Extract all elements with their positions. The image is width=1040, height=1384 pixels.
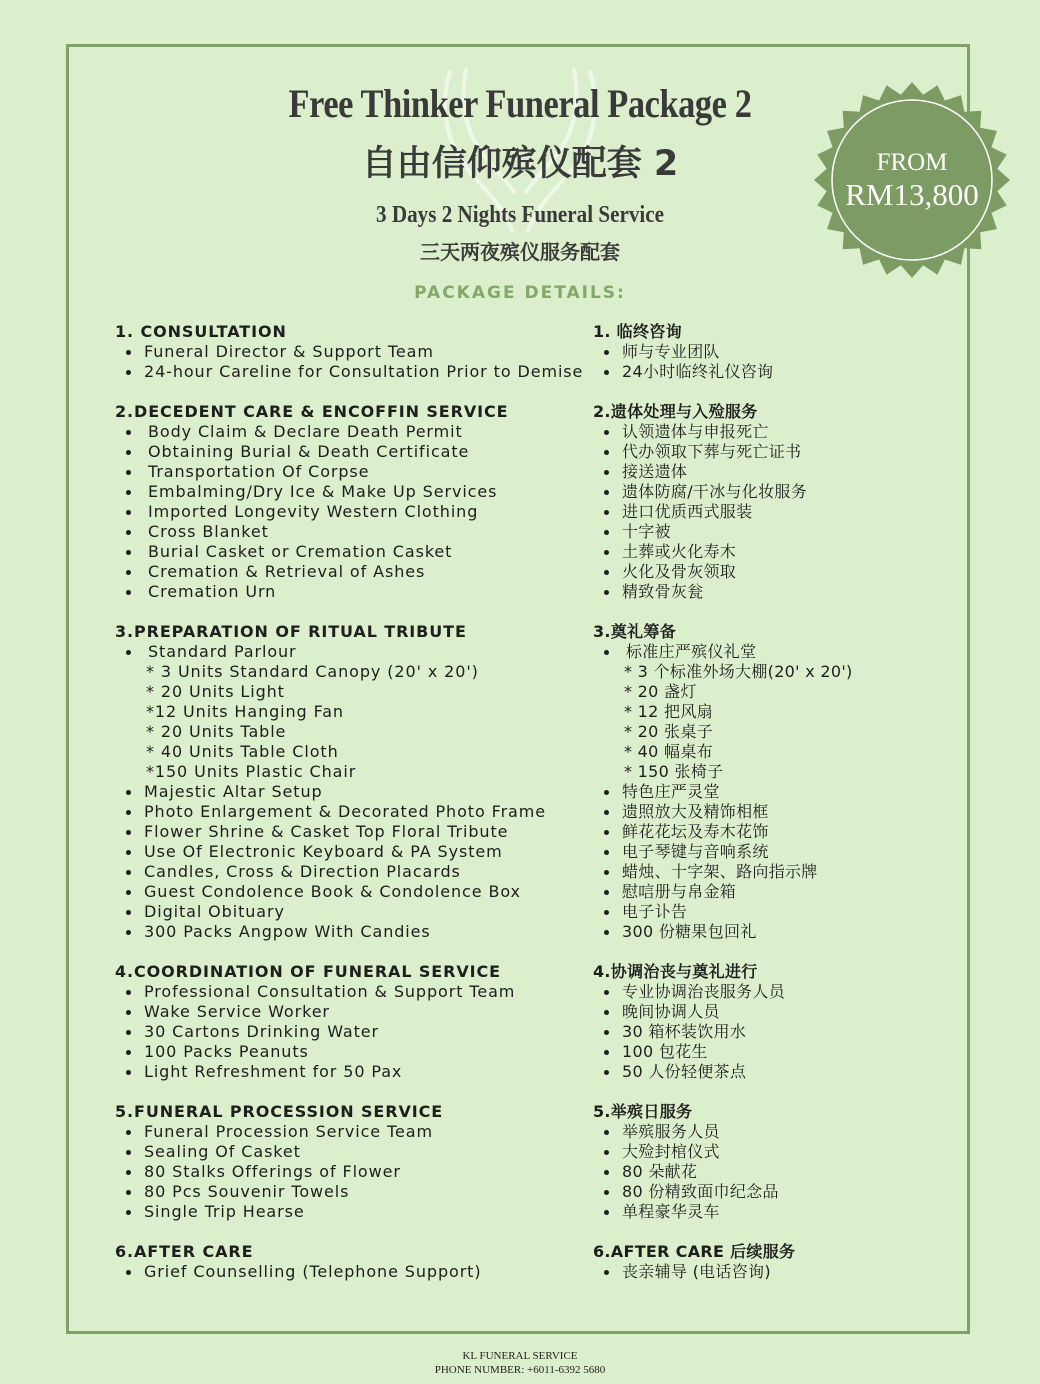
sub-list-item: * 20 张桌子 xyxy=(624,722,713,741)
badge-price: RM13,800 xyxy=(845,177,979,212)
section-consultation-en xyxy=(115,322,585,382)
list-item: 标准庄严殡仪礼堂 xyxy=(593,642,933,662)
section-procession-zh xyxy=(593,1102,933,1222)
list-item: 火化及骨灰领取 xyxy=(593,562,933,582)
list-item: 300 Packs Angpow With Candies xyxy=(115,922,585,942)
list-item: Light Refreshment for 50 Pax xyxy=(115,1062,585,1082)
footer-company: KL FUNERAL SERVICE xyxy=(462,1350,578,1362)
list-item: 300 份糖果包回礼 xyxy=(593,922,933,942)
footer xyxy=(0,1349,1040,1377)
section-title: 4.COORDINATION OF FUNERAL SERVICE xyxy=(115,962,501,981)
list-item: 慰唁册与帛金箱 xyxy=(593,882,933,902)
list-item: 师与专业团队 xyxy=(593,342,933,362)
list-item: 进口优质西式服装 xyxy=(593,502,933,522)
section-title: 3.PREPARATION OF RITUAL TRIBUTE xyxy=(115,622,467,641)
sub-list-item: * 20 盏灯 xyxy=(624,682,697,701)
list-item: Funeral Procession Service Team xyxy=(115,1122,585,1142)
list-item: Sealing Of Casket xyxy=(115,1142,585,1162)
price-badge xyxy=(812,80,1012,280)
list-item: Flower Shrine & Casket Top Floral Tribute xyxy=(115,822,585,842)
list-item: 十字被 xyxy=(593,522,933,542)
section-coordination-zh xyxy=(593,962,933,1082)
section-procession-en xyxy=(115,1102,585,1222)
section-title: 6.AFTER CARE xyxy=(115,1242,254,1261)
list-item: 电子琴键与音响系统 xyxy=(593,842,933,862)
list-item: Candles, Cross & Direction Placards xyxy=(115,862,585,882)
section-title: 3.奠礼筹备 xyxy=(593,622,677,641)
list-item: 100 包花生 xyxy=(593,1042,933,1062)
list-item: 30 箱杯装饮用水 xyxy=(593,1022,933,1042)
list-item: 遗照放大及精饰相框 xyxy=(593,802,933,822)
list-item: Majestic Altar Setup xyxy=(115,782,585,802)
sub-list-item: * 40 幅桌布 xyxy=(624,742,713,761)
list-item: 电子讣告 xyxy=(593,902,933,922)
list-item: 80 Pcs Souvenir Towels xyxy=(115,1182,585,1202)
list-item: Cross Blanket xyxy=(115,522,585,542)
sub-list-item: *150 Units Plastic Chair xyxy=(146,762,357,781)
list-item: Guest Condolence Book & Condolence Box xyxy=(115,882,585,902)
sub-list-item: * 40 Units Table Cloth xyxy=(146,742,339,761)
package-title-zh: 自由信仰殡仪配套 2 xyxy=(361,144,679,184)
list-item: Grief Counselling (Telephone Support) xyxy=(115,1262,585,1282)
list-item: 土葬或火化寿木 xyxy=(593,542,933,562)
section-decedent-en xyxy=(115,402,585,602)
sub-list-item: * 3 个标准外场大棚(20' x 20') xyxy=(624,662,853,681)
list-item: Photo Enlargement & Decorated Photo Frame xyxy=(115,802,585,822)
list-item: 80 朵献花 xyxy=(593,1162,933,1182)
section-aftercare-en xyxy=(115,1242,585,1282)
list-item: 大殓封棺仪式 xyxy=(593,1142,933,1162)
list-item: 遗体防腐/干冰与化妆服务 xyxy=(593,482,933,502)
list-item: 代办领取下葬与死亡证书 xyxy=(593,442,933,462)
list-item: 认领遗体与申报死亡 xyxy=(593,422,933,442)
list-item: 单程豪华灵车 xyxy=(593,1202,933,1222)
list-item: 50 人份轻便茶点 xyxy=(593,1062,933,1082)
list-item: Embalming/Dry Ice & Make Up Services xyxy=(115,482,585,502)
section-aftercare-zh xyxy=(593,1242,933,1282)
list-item: Cremation & Retrieval of Ashes xyxy=(115,562,585,582)
list-item: 丧亲辅导 (电话咨询) xyxy=(593,1262,933,1282)
list-item: Burial Casket or Cremation Casket xyxy=(115,542,585,562)
list-item: 接送遗体 xyxy=(593,462,933,482)
list-item: 100 Packs Peanuts xyxy=(115,1042,585,1062)
package-details-heading: PACKAGE DETAILS: xyxy=(414,283,626,303)
section-title: 6.AFTER CARE 后续服务 xyxy=(593,1242,796,1261)
list-item: Transportation Of Corpse xyxy=(115,462,585,482)
list-item: 特色庄严灵堂 xyxy=(593,782,933,802)
footer-phone: PHONE NUMBER: +6011-6392 5680 xyxy=(434,1364,606,1376)
sub-list-item: *12 Units Hanging Fan xyxy=(146,702,344,721)
list-item: Body Claim & Declare Death Permit xyxy=(115,422,585,442)
package-title-en: Free Thinker Funeral Package 2 xyxy=(288,81,752,126)
section-title: 2.遗体处理与入殓服务 xyxy=(593,402,758,421)
list-item: 专业协调治丧服务人员 xyxy=(593,982,933,1002)
list-item: 80 Stalks Offerings of Flower xyxy=(115,1162,585,1182)
section-coordination-en xyxy=(115,962,585,1082)
section-decedent-zh xyxy=(593,402,933,602)
section-title: 5.举殡日服务 xyxy=(593,1102,693,1121)
list-item: 晚间协调人员 xyxy=(593,1002,933,1022)
list-item: 24小时临终礼仪咨询 xyxy=(593,362,933,382)
list-item: Single Trip Hearse xyxy=(115,1202,585,1222)
sub-list-item: * 20 Units Table xyxy=(146,722,287,741)
list-item: Imported Longevity Western Clothing xyxy=(115,502,585,522)
sub-list-item: * 20 Units Light xyxy=(146,682,285,701)
list-item: 30 Cartons Drinking Water xyxy=(115,1022,585,1042)
english-details-column xyxy=(115,322,585,1302)
list-item: 80 份精致面巾纪念品 xyxy=(593,1182,933,1202)
section-title: 1. CONSULTATION xyxy=(115,322,287,341)
sub-list-item: * 3 Units Standard Canopy (20' x 20') xyxy=(146,662,479,681)
section-title: 1. 临终咨询 xyxy=(593,322,682,341)
list-item: 精致骨灰瓮 xyxy=(593,582,933,602)
sub-list-item: * 12 把风扇 xyxy=(624,702,713,721)
sub-list-item: * 150 张椅子 xyxy=(624,762,724,781)
section-ritual-en xyxy=(115,622,585,942)
service-subtitle-zh: 三天两夜殡仪服务配套 xyxy=(420,240,620,264)
section-ritual-zh xyxy=(593,622,933,942)
list-item: Cremation Urn xyxy=(115,582,585,602)
section-title: 5.FUNERAL PROCESSION SERVICE xyxy=(115,1102,444,1121)
list-item: Professional Consultation & Support Team xyxy=(115,982,585,1002)
chinese-details-column xyxy=(593,322,933,1302)
list-item: 蜡烛、十字架、路向指示牌 xyxy=(593,862,933,882)
section-title: 2.DECEDENT CARE & ENCOFFIN SERVICE xyxy=(115,402,509,421)
list-item: Digital Obituary xyxy=(115,902,585,922)
list-item: Funeral Director & Support Team xyxy=(115,342,585,362)
list-item: 举殡服务人员 xyxy=(593,1122,933,1142)
list-item: Wake Service Worker xyxy=(115,1002,585,1022)
list-item: 鲜花花坛及寿木花饰 xyxy=(593,822,933,842)
service-subtitle-en: 3 Days 2 Nights Funeral Service xyxy=(375,202,665,228)
list-item: Use Of Electronic Keyboard & PA System xyxy=(115,842,585,862)
list-item: Obtaining Burial & Death Certificate xyxy=(115,442,585,462)
section-title: 4.协调治丧与奠礼进行 xyxy=(593,962,758,981)
list-item: 24-hour Careline for Consultation Prior to Demise xyxy=(115,362,585,382)
list-item: Standard Parlour xyxy=(115,642,585,662)
section-consultation-zh xyxy=(593,322,933,382)
badge-from-label: FROM xyxy=(876,149,948,176)
